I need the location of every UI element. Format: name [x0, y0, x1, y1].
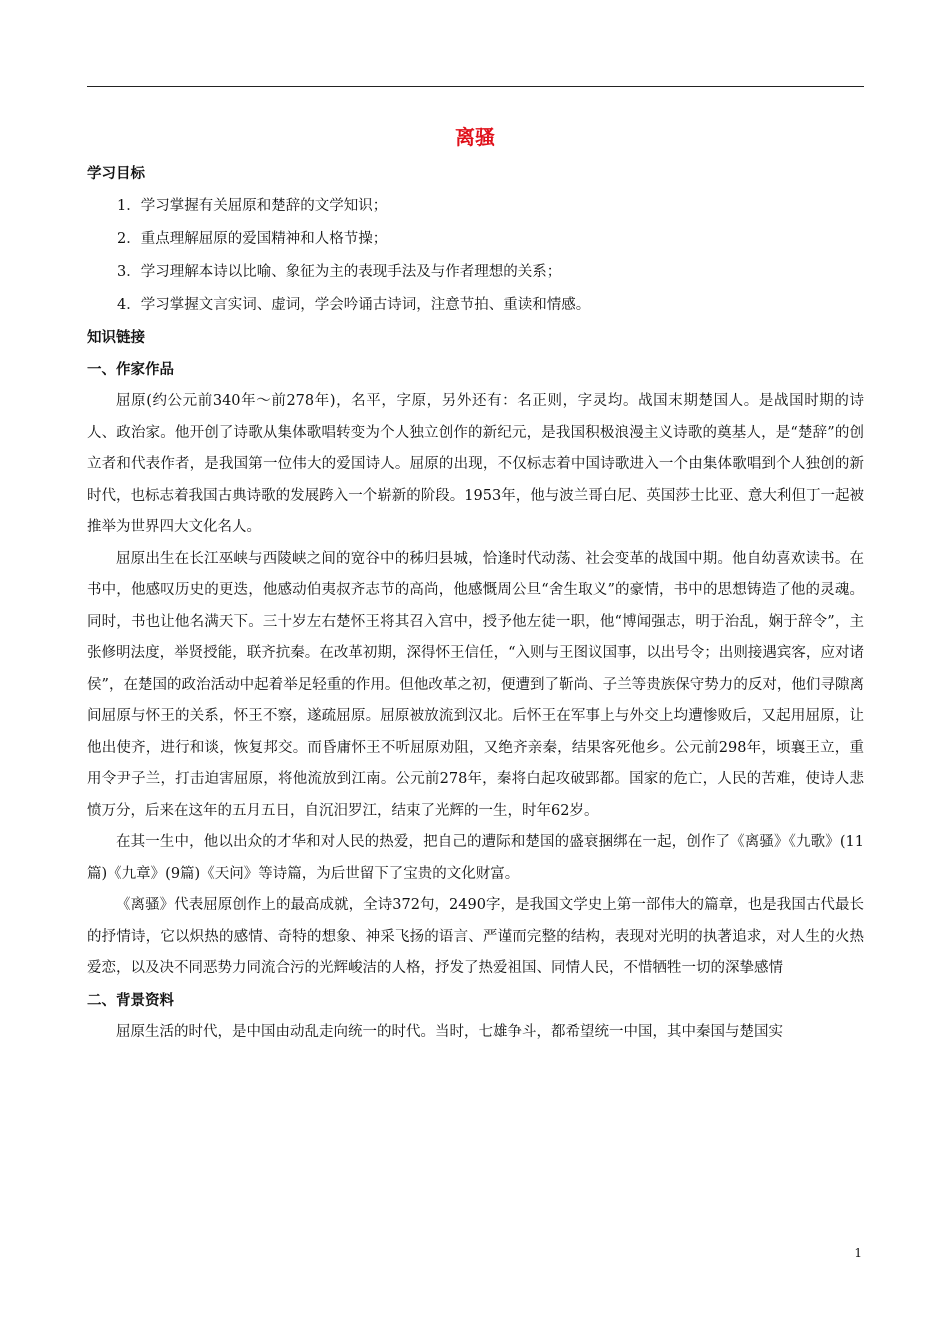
subsection-heading-author: 一、作家作品 [87, 362, 174, 378]
author-paragraph: 《离骚》代表屈原创作上的最高成就，全诗372句，2490字，是我国文学史上第一部伟大的篇章，也是我国古代最长的抒情诗，它以炽热的感情、奇特的想象、神采飞扬的语言、严谨而完整的结构，表现对光明的执著追求，对人生的火热爱恋，以及决不同恶势力同流合污的光辉峻洁的人格，抒发了热爱祖国、同情人民，不惜牺牲一切的深挚感情 [87, 897, 864, 976]
author-paragraph: 屈原出生在长江巫峡与西陵峡之间的宽谷中的秭归县城，恰逢时代动荡、社会变革的战国中期。他自幼喜欢读书。在书中，他感叹历史的更迭，他感动伯夷叔齐志节的高尚，他感慨周公旦“舍生取义”的豪情，书中的思想铸造了他的灵魂。同时，书也让他名满天下。三十岁左右楚怀王将其召入宫中，授予他左徒一职，他“博闻强志，明于治乱，娴于辞令”，主张修明法度，举贤授能，联齐抗秦。在改革初期，深得怀王信任，“入则与王图议国事，以出号令；出则接遇宾客，应对诸侯”，在楚国的政治活动中起着举足轻重的作用。但他改革之初，便遭到了靳尚、子兰等贵族保守势力的反对，他们寻隙离间屈原与怀王的关系，怀王不察，遂疏屈原。屈原被放流到汉北。后怀王在军事上与外交上均遭惨败后，又起用屈原，让他出使齐，进行和谈，恢复邦交。而昏庸怀王不听屈原劝阻，又绝齐亲秦，结果客死他乡。公元前298年，顷襄王立，重用令尹子兰，打击迫害屈原，将他流放到江南。公元前278年，秦将白起攻破郢都。国家的危亡，人民的苦难，使诗人悲愤万分，后来在这年的五月五日，自沉汨罗江，结束了光辉的一生，时年62岁。 [87, 550, 864, 819]
section-heading-knowledge: 知识链接 [87, 330, 145, 346]
page-number: 1 [854, 1246, 862, 1260]
document-title: 离骚 [455, 125, 495, 149]
goal-item: 4．学习掌握文言实词、虚词，学会吟诵古诗词，注意节拍、重读和情感。 [117, 297, 591, 313]
goal-item: 1．学习掌握有关屈原和楚辞的文学知识； [117, 198, 388, 214]
document-body [87, 158, 864, 1048]
author-paragraph: 屈原(约公元前340年～前278年)，名平，字原，另外还有：名正则，字灵均。战国末期楚国人。是战国时期的诗人、政治家。他开创了诗歌从集体歌唱转变为个人独立创作的新纪元，是我国积极浪漫主义诗歌的奠基人，是“楚辞”的创立者和代表作者，是我国第一位伟大的爱国诗人。屈原的出现，不仅标志着中国诗歌进入一个由集体歌唱到个人独创的新时代，也标志着我国古典诗歌的发展跨入一个崭新的阶段。1953年，他与波兰哥白尼、英国莎士比亚、意大利但丁一起被推举为世界四大文化名人。 [87, 393, 864, 535]
goal-item: 3．学习理解本诗以比喻、象征为主的表现手法及与作者理想的关系； [117, 264, 562, 280]
author-paragraph: 在其一生中，他以出众的才华和对人民的热爱，把自己的遭际和楚国的盛衰捆绑在一起，创作了《离骚》《九歌》(11篇)《九章》(9篇)《天问》等诗篇，为后世留下了宝贵的文化财富。 [87, 834, 864, 882]
section-heading-goals: 学习目标 [87, 166, 145, 182]
header-rule [87, 86, 864, 87]
subsection-heading-background: 二、背景资料 [87, 992, 174, 1009]
goal-item: 2．重点理解屈原的爱国精神和人格节操； [117, 231, 388, 247]
background-paragraph: 屈原生活的时代，是中国由动乱走向统一的时代。当时，七雄争斗，都希望统一中国，其中秦国与楚国实 [116, 1023, 783, 1040]
